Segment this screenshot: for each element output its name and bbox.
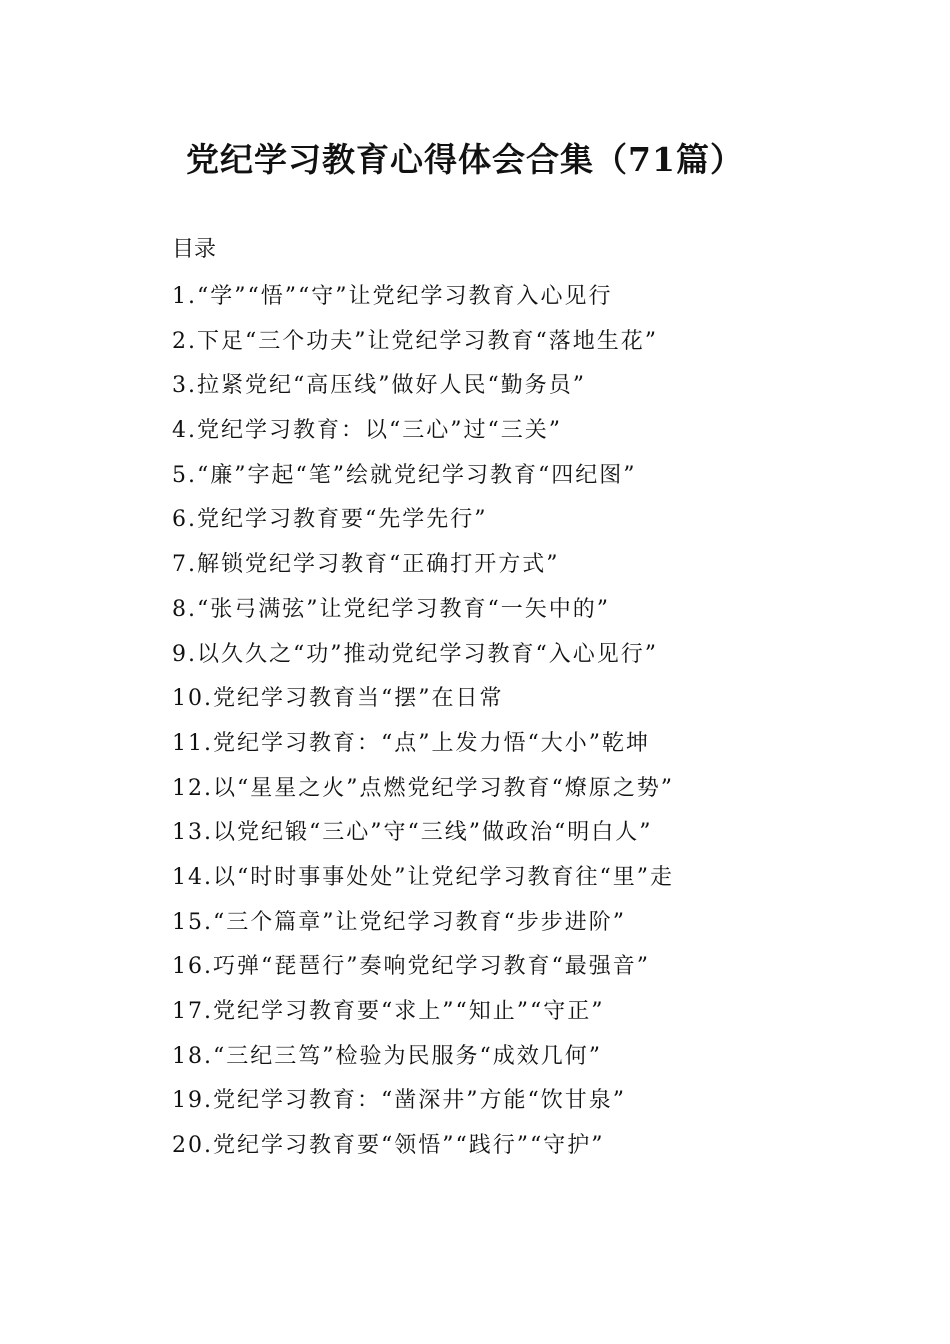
toc-list [172,278,674,1172]
toc-item: 14.以“时时事事处处”让党纪学习教育往“里”走 [172,864,674,890]
toc-item: 17.党纪学习教育要“求上”“知止”“守正” [172,999,605,1024]
toc-item: 18.“三纪三笃”检验为民服务“成效几何” [172,1043,602,1069]
document-title: 党纪学习教育心得体会合集（71篇） [186,140,744,179]
toc-heading: 目录 [172,237,217,262]
toc-item: 3.拉紧党纪“高压线”做好人民“勤务员” [172,373,586,399]
toc-item: 11.党纪学习教育：“点”上发力悟“大小”乾坤 [172,730,650,756]
toc-item: 20.党纪学习教育要“领悟”“践行”“守护” [172,1133,605,1159]
toc-item: 1.“学”“悟”“守”让党纪学习教育入心见行 [172,284,613,309]
toc-item: 6.党纪学习教育要“先学先行” [172,507,488,533]
toc-item: 8.“张弓满弦”让党纪学习教育“一矢中的” [172,596,610,622]
toc-item: 15.“三个篇章”让党纪学习教育“步步进阶” [172,909,626,935]
toc-item: 5.“廉”字起“笔”绘就党纪学习教育“四纪图” [172,462,637,488]
toc-item: 10.党纪学习教育当“摆”在日常 [172,686,504,712]
toc-item: 2.下足“三个功夫”让党纪学习教育“落地生花” [172,328,658,354]
toc-item: 7.解锁党纪学习教育“正确打开方式” [172,552,560,578]
toc-item: 9.以久久之“功”推动党纪学习教育“入心见行” [172,641,658,667]
toc-item: 13.以党纪锻“三心”守“三线”做政治“明白人” [172,820,653,846]
toc-item: 19.党纪学习教育：“凿深井”方能“饮甘泉” [172,1088,626,1114]
toc-item: 4.党纪学习教育：以“三心”过“三关” [172,418,562,444]
toc-item: 16.巧弹“琵琶行”奏响党纪学习教育“最强音” [172,954,650,980]
toc-item: 12.以“星星之火”点燃党纪学习教育“燎原之势” [172,775,674,801]
